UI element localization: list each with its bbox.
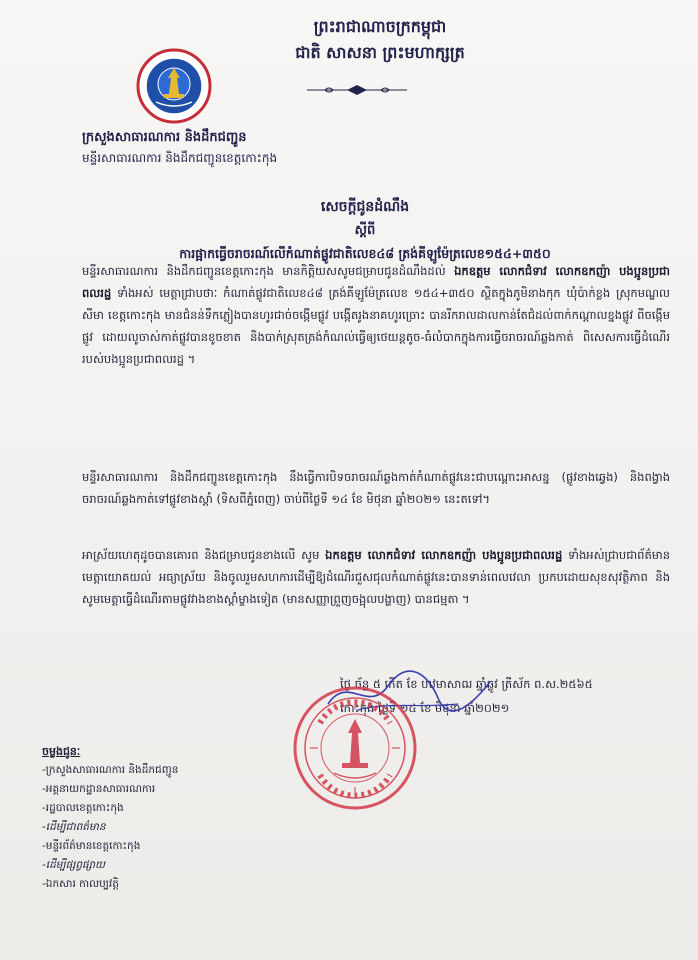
paragraph-1 bbox=[82, 260, 670, 370]
divider-ornament bbox=[305, 84, 409, 96]
paragraph-1-addressees: ឯកឧត្តម លោកជំទាវ លោកឧកញ៉ា បងប្អូនប្រជាពលរដ្ឋ bbox=[82, 264, 670, 300]
notice-subject: ការផ្អាកធ្វើចរាចរណ៍លើកំណាត់ផ្លូវជាតិលេខ៤៨ ត្រង់គីឡូម៉ែត្រលេខ១៥៤+៣៥០ bbox=[179, 246, 551, 261]
recipient-item: -អគ្គនាយកដ្ឋានសាធារណការ bbox=[42, 783, 156, 795]
ministry-block bbox=[82, 128, 402, 168]
kingdom-name: ព្រះរាជាណាចក្រកម្ពុជា bbox=[313, 17, 447, 36]
ministry-logo bbox=[136, 48, 212, 124]
recipients-list bbox=[42, 742, 282, 894]
national-motto: ជាតិ សាសនា ព្រះមហាក្សត្រ bbox=[295, 43, 465, 62]
ministry-name: ក្រសួងសាធារណការ និងដឹកជញ្ជូន bbox=[82, 130, 247, 145]
paragraph-3-text: ទាំងអស់ជ្រាបជាព័ត៌មាន មេត្តាយោគយល់ អធ្យាស្រ័យ និងចូលរួមសហការដើម្បីឱ្យដំណើរជួសជុលកំណាត់ផ្លូវនេះបានទាន់ពេលវេលា ប្រកបដោយសុខសុវត្ថិភាព និងសូមមេត្តាធ្វើដំណើរតាមផ្លូវវាងខាងស្តាំម្ខាងទៀត (មានសញ្ញាព្រួញចង្អុលបង្ហាញ) បានជម្មតា ។ bbox=[82, 548, 670, 606]
paragraph-2: មន្ទីរសាធារណការ និងដឹកជញ្ជូនខេត្តកោះកុង នឹងធ្វើការបិទចរាចរណ៍ឆ្លងកាត់កំណាត់ផ្លូវនេះជាបណ្តោះអាសន្ន (ផ្លូវខាងឆ្វេង) និងពង្វាងចរាចរណ៍ឆ្លងកាត់ទៅផ្លូវខាងស្តាំ (ទិសពីភ្នំពេញ) ចាប់ពីថ្ងៃទី ១៤ ខែ មិថុនា ឆ្នាំ២០២១ នេះតទៅ។ bbox=[82, 470, 670, 506]
recipient-note: -ដើម្បីផ្សព្វផ្សាយ bbox=[42, 859, 106, 871]
paragraph-1-intro: មន្ទីរសាធារណការ និងដឹកជញ្ជូនខេត្តកោះកុង មានកិត្តិយសសូមជម្រាបជូនដំណឹងដល់ bbox=[82, 264, 455, 278]
lunar-date: ថ្ងៃ ច័ន្ទ ៥ កើត ខែ បឋមាសាឍ ឆ្នាំឆ្លូវ ត្រីស័ក ព.ស.២៥៦៥ bbox=[340, 677, 593, 691]
recipient-item: -រដ្ឋបាលខេត្តកោះកុង bbox=[42, 802, 124, 814]
solar-date: កោះកុង ថ្ងៃទី ១៤ ខែ មិថុនា ឆ្នាំ២០២១ bbox=[340, 701, 510, 715]
paragraph-3 bbox=[82, 544, 670, 610]
paragraph-3-addressees: ឯកឧត្តម លោកជំទាវ លោកឧកញ៉ា បងប្អូនប្រជាពលរដ្ឋ bbox=[325, 548, 563, 562]
department-name: មន្ទីរសាធារណការ និងដឹកជញ្ជូនខេត្តកោះកុង bbox=[82, 151, 278, 165]
notice-title-block bbox=[60, 196, 670, 265]
recipient-item: -ក្រសួងសាធារណការ និងដឹកជញ្ជូន bbox=[42, 764, 179, 776]
official-seal-stamp bbox=[290, 683, 420, 813]
notice-about: ស្តីពី bbox=[354, 223, 376, 238]
notice-title: សេចក្តីជូនដំណឹង bbox=[320, 199, 410, 215]
recipient-note: -ដើម្បីជាពត៌មាន bbox=[42, 821, 106, 833]
recipient-item: -ឯកសារ កាលប្បវត្តិ bbox=[42, 878, 119, 890]
recipient-item: -មន្ទីរព័ត៌មានខេត្តកោះកុង bbox=[42, 840, 141, 852]
paragraph-1-text: ទាំងអស់ មេត្តាជ្រាបថាៈ កំណាត់ផ្លូវជាតិលេខ៤៨ ត្រង់គីឡូម៉ែត្រលេខ ១៥៤+៣៥០ ស្ថិតក្នុងភូមិនាងកុក ឃុំប៉ាក់ខ្លង ស្រុកមណ្ឌលសីមា ខេត្តកោះកុង មានជំនន់ទឹកភ្លៀងបានហូរជាច់ចង្កើមផ្លូវ បង្កើតរូងនាគហូរច្រោះ បានរីករាលដាលកាន់តែជំដល់ពាក់កណ្តាលខ្នងផ្លូវ ពីចង្កើមផ្លូវ ដោយលូចាស់កាត់ផ្លូវបានខូចខាត និងបាក់ស្រុតត្រង់កំណល់ធ្វើឲ្យថេយន្តតូច-ធំលំបាកក្នុងការធ្វើចរាចរណ៍ឆ្លងកាត់ ពិសេសការធ្វើដំណើររបស់បងប្អូនប្រជាពលរដ្ឋ ។ bbox=[82, 286, 670, 366]
recipients-heading: ចម្លងជូនៈ bbox=[42, 745, 81, 758]
kingdom-header bbox=[230, 14, 530, 66]
paragraph-3-intro: អាស្រ័យហេតុដូចបានគោរព និងជម្រាបជូនខាងលើ សូម bbox=[82, 548, 326, 562]
